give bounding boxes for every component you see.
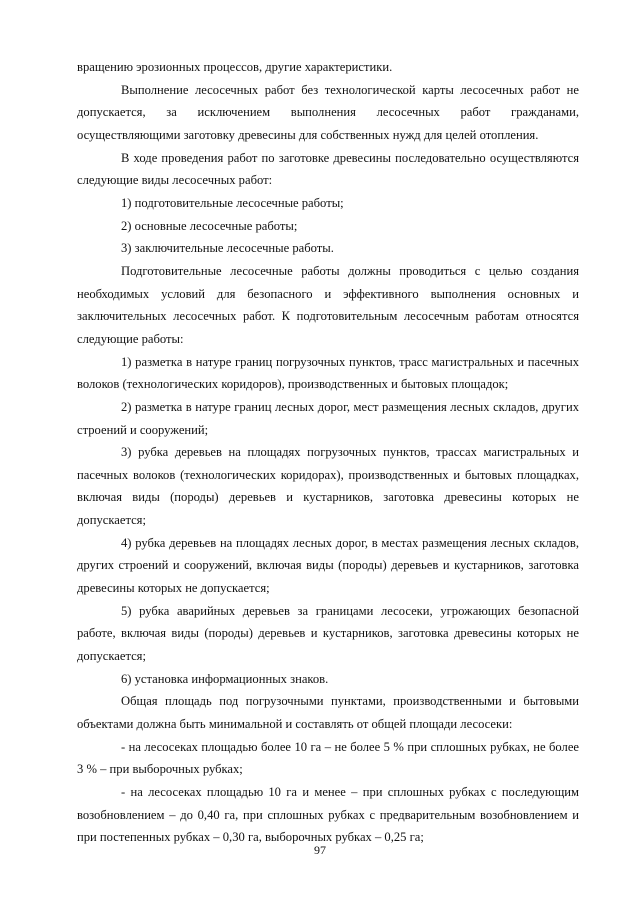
body-text <box>77 56 579 849</box>
paragraph: Общая площадь под погрузочными пунктами, производственными и бытовыми объектами должна быть минимальной и составлять от общей площади лесосеки: <box>77 694 579 732</box>
paragraph-continuation: вращению эрозионных процессов, другие характеристики. <box>77 60 393 74</box>
list-item: 3) рубка деревьев на площадях погрузочных пунктов, трассах магистральных и пасечных волоков (технологических коридорах), производственных и бытовых площадках, включая виды (породы) деревьев и кустарников, заготовка древесины которых не допускается; <box>77 445 579 528</box>
list-item: 4) рубка деревьев на площадях лесных дорог, в местах размещения лесных складов, других строений и сооружений, включая виды (породы) деревьев и кустарников, заготовка древесины которых не допускается; <box>77 535 579 596</box>
list-item: 5) рубка аварийных деревьев за границами лесосеки, угрожающих безопасной работе, включая виды (породы) деревьев и кустарников, заготовка древесины которых не допускается; <box>77 603 579 664</box>
list-item: - на лесосеках площадью 10 га и менее – при сплошных рубках с последующим возобновлением – до 0,40 га, при сплошных рубках с предварительным возобновлением и при постепенных рубках – 0,30 га, выборочных рубках – 0,25 га; <box>77 785 579 845</box>
list-item: 2) разметка в натуре границ лесных дорог, мест размещения лесных складов, других строений и сооружений; <box>77 399 579 437</box>
paragraph: В ходе проведения работ по заготовке древесины последовательно осуществляются следующие виды лесосечных работ: <box>77 150 579 188</box>
paragraph: Подготовительные лесосечные работы должны проводиться с целью создания необходимых условий для безопасного и эффективного выполнения основных и заключительных лесосечных работ. К подготовительным лесосечным работам относятся следующие работы: <box>77 263 579 346</box>
paragraph: Выполнение лесосечных работ без технологической карты лесосечных работ не допускается, за исключением выполнения лесосечных работ гражданами, осуществляющими заготовку древесины для собственных нужд для целей отопления. <box>77 82 579 142</box>
list-item: 1) разметка в натуре границ погрузочных пунктов, трасс магистральных и пасечных волоков (технологических коридоров), производственных и бытовых площадок; <box>77 354 579 392</box>
list-item: - на лесосеках площадью более 10 га – не более 5 % при сплошных рубках, не более 3 % – при выборочных рубках; <box>77 739 579 777</box>
list-item: 6) установка информационных знаков. <box>121 671 329 686</box>
page-number: 97 <box>314 843 326 857</box>
list-item: 2) основные лесосечные работы; <box>121 218 298 233</box>
list-item: 3) заключительные лесосечные работы. <box>121 241 334 256</box>
list-item: 1) подготовительные лесосечные работы; <box>121 195 344 210</box>
